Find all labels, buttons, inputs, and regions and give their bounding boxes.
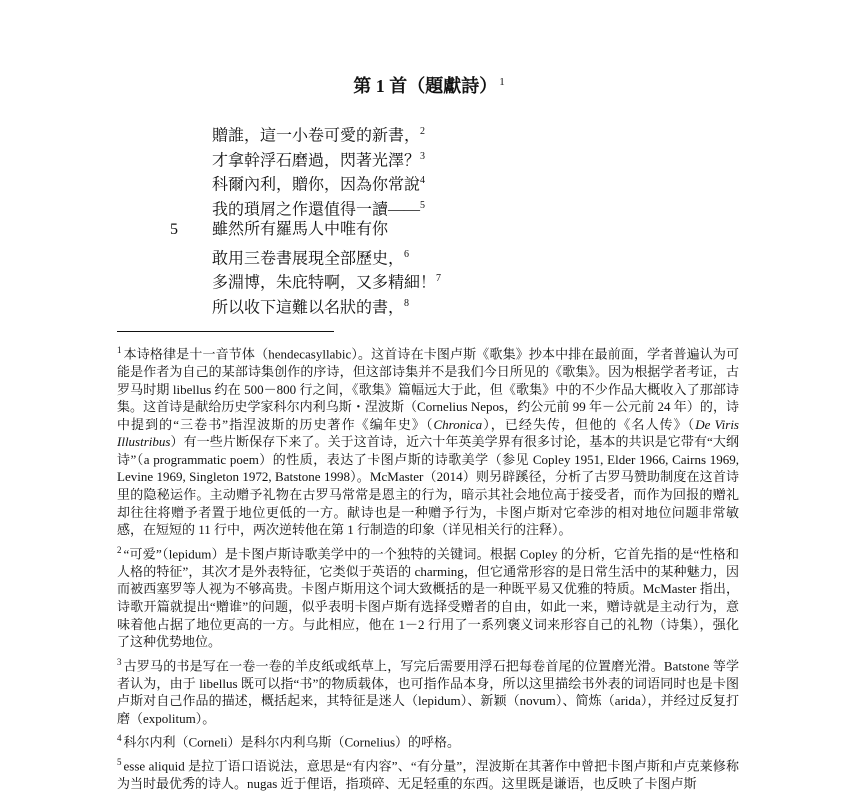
footnote-text: “可爱”（lepidum）是卡图卢斯诗歌美学中的一个独特的关键词。根据 Copley 的分析，它首先指的是“性格和人格的特征”，其次才是外表特征，它类似于英语的 charming，但它通常形容的是日常生活中的某种魅力，因而被西塞罗等人视为不够高贵。卡图卢斯用这个词大致概括的是一种既平易又优雅的特质。McMaster 指出，诗歌开篇就提出“赠谁”的问题，似乎表明卡图卢斯有选择受赠者的自由，如此一来，赠诗就是主动行为，意味着他占据了地位更高的一方。与此相应，他在 1－2 行用了一系列褒义词来形容自己的礼物（诗集），强化了这种优势地位。 (117, 546, 739, 650)
footnote-number: 1 (117, 345, 122, 355)
poem-body (170, 120, 442, 316)
footnote-ref[interactable]: 3 (420, 150, 426, 162)
footnote-text: ）有一些片断保存下来了。关于这首诗，近六十年英美学界有很多讨论，基本的共识是它带有“大纲诗”（a programmatic poem）的性质，表达了卡图卢斯的诗歌美学（参见 Copley 1951, Elder 1966, Cairns 1969, Levine 1969, Singleton 1972, Batstone 1998）。McMaster（2014）则另辟蹊径，分析了古罗马赞助制度在这首诗里的隐秘运作。主动赠予礼物在古罗马常常是恩主的行为，暗示其社会地位高于接受者，而作为回报的赠礼却往往将赠予者置于地位更低的一方。献诗也是一种赠予行为，卡图卢斯对它牵涉的相对地位问题非常敏感，在短短的 11 行中，两次逆转他在第 1 行制造的印象（详见相关行的注释）。 (117, 434, 739, 538)
footnote-ref[interactable]: 4 (420, 175, 426, 186)
footnote-ref[interactable]: 1 (499, 76, 505, 88)
footnote-number: 2 (117, 544, 122, 555)
footnote-text: 古罗马的书是写在一卷一卷的羊皮纸或纸草上，写完后需要用浮石把每卷首尾的位置磨光滑。Batstone 等学者认为，由于 libellus 既可以指“书”的物质载体，也可指作品本身，所以这里描绘书外表的词语同时也是卡图卢斯对自己作品的描述，概括起来，其特征是迷人（lepidum）、新颖（novum）、简炼（arida），并经过反复打磨（expolitum）。 (117, 658, 739, 726)
poem-line (212, 267, 441, 292)
poem-line (170, 218, 441, 243)
poem-line-text: 才拿幹浮石磨過，閃著光澤？ (212, 151, 421, 169)
footnote-ref[interactable]: 2 (420, 126, 426, 137)
footnotes (117, 342, 739, 796)
poem-line-text: 多淵博，朱庇特啊，又多精細！ (212, 274, 437, 292)
poem-line-text: 我的瑣屑之作還值得一讀—— (212, 200, 421, 218)
poem-line-text: 贈誰，這一小卷可愛的新書， (212, 127, 421, 145)
poem-line-text: 科爾內利，贈你，因為你常說 (212, 176, 421, 194)
footnote (117, 730, 739, 751)
footnote-italic-title: De Viris Illustribus (117, 416, 739, 450)
poem-line (212, 169, 441, 194)
poem-line-text: 所以收下這難以名狀的書， (212, 298, 405, 316)
poem-line (212, 120, 441, 145)
footnote-text: 本诗格律是十一音节体（hendecasyllabic）。这首诗在卡图卢斯《歌集》抄本中排在最前面，学者普遍认为可能是作者为自己的某部诗集创作的序诗，但这部诗集并不是我们今日所见的《歌集》。因为根据学者考证，古罗马时期 libellus 约在 500－800 行之间，《歌集》篇幅远大于此，但《歌集》中的不少作品大概收入了那部诗集。这首诗是献给历史学家科尔内利乌斯・涅波斯（Cornelius Nepos，约公元前 99 年－公元前 24 年）的，诗中提到的“三卷书”指涅波斯的历史著作《编年史》（ (117, 346, 739, 432)
poem-line (212, 243, 441, 268)
footnote-italic-title: Chronica (433, 416, 483, 432)
footnote-ref[interactable]: 5 (420, 199, 426, 211)
footnote (117, 654, 739, 728)
footnote-number: 3 (117, 656, 122, 667)
poem-line (212, 292, 441, 317)
poem-line (212, 145, 441, 170)
line-number: 5 (170, 221, 178, 238)
footnote-text: 科尔内利（Corneli）是科尔内利乌斯（Cornelius）的呼格。 (123, 734, 461, 750)
footnote-divider (117, 331, 334, 332)
poem-line-text: 雖然所有羅馬人中唯有你 (212, 221, 389, 238)
footnote-number: 5 (117, 757, 122, 768)
footnote-ref[interactable]: 6 (404, 248, 410, 260)
poem-line (212, 194, 441, 219)
footnote (117, 342, 739, 539)
footnote-number: 4 (117, 733, 122, 744)
poem-title-text: 第 1 首（題獻詩） (353, 76, 498, 96)
poem-title (0, 72, 858, 98)
footnote-text: ），已经失传，但他的《名人传》（ (482, 416, 696, 432)
footnote-ref[interactable]: 8 (404, 297, 410, 309)
footnote (117, 542, 739, 651)
footnote (117, 754, 739, 793)
footnote-ref[interactable]: 7 (436, 273, 442, 284)
poem-line-text: 敢用三卷書展現全部歷史， (212, 249, 405, 267)
footnote-text: esse aliquid 是拉丁语口语说法，意思是“有内容”、“有分量”，涅波斯在其著作中曾把卡图卢斯和卢克莱修称为当时最优秀的诗人。nugas 近于俚语，指琐碎、无足轻重的东西。这里既是谦语，也反映了卡图卢斯 (117, 758, 739, 792)
